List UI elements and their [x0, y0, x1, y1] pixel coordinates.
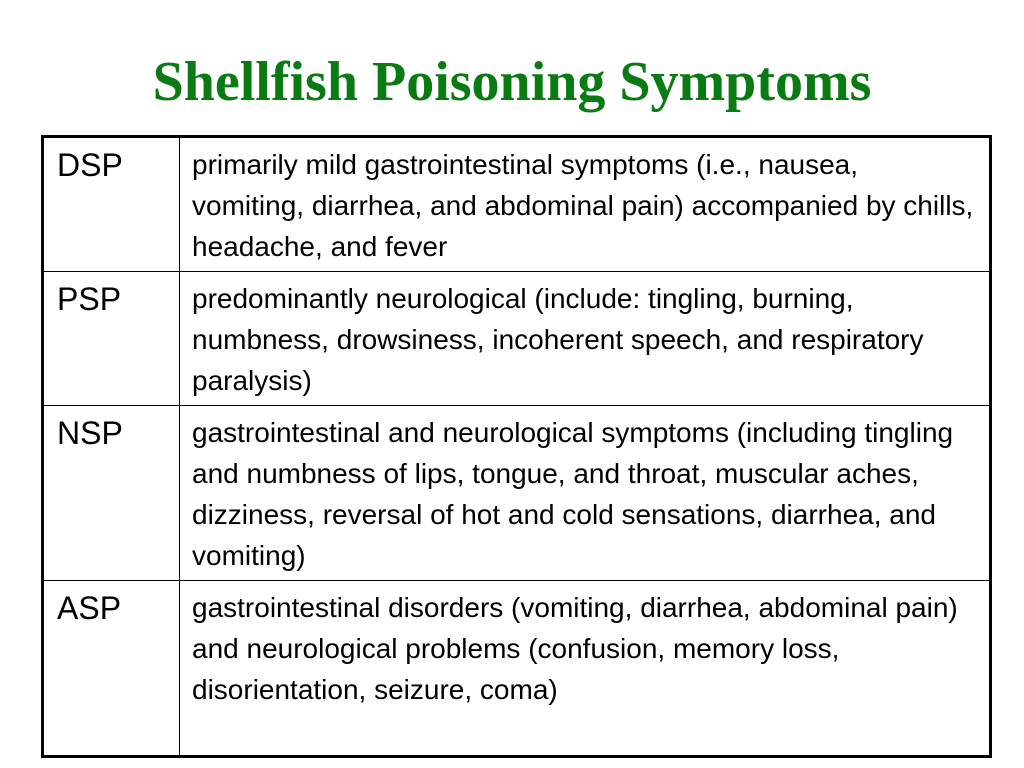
table-row-nsp	[43, 406, 991, 581]
symptoms-description-cell: gastrointestinal disorders (vomiting, diarrhea, abdominal pain) and neurological problems (confusion, memory loss, disorientation, seizure, coma)	[180, 581, 991, 757]
symptoms-description-cell: predominantly neurological (include: tingling, burning, numbness, drowsiness, incoherent speech, and respiratory paralysis)	[180, 272, 991, 406]
symptoms-table-body	[43, 137, 991, 757]
symptoms-description-cell: primarily mild gastrointestinal symptoms (i.e., nausea, vomiting, diarrhea, and abdominal pain) accompanied by chills, headache, and fever	[180, 137, 991, 272]
table-row-dsp	[43, 137, 991, 272]
poisoning-type-cell: PSP	[43, 272, 180, 406]
symptoms-description-cell: gastrointestinal and neurological symptoms (including tingling and numbness of lips, tongue, and throat, muscular aches, dizziness, reversal of hot and cold sensations, diarrhea, and vomiting)	[180, 406, 991, 581]
symptoms-table	[41, 135, 992, 758]
table-row-psp	[43, 272, 991, 406]
poisoning-type-cell: ASP	[43, 581, 180, 757]
poisoning-type-cell: NSP	[43, 406, 180, 581]
poisoning-type-cell: DSP	[43, 137, 180, 272]
table-row-asp	[43, 581, 991, 757]
slide-title: Shellfish Poisoning Symptoms	[152, 51, 872, 113]
